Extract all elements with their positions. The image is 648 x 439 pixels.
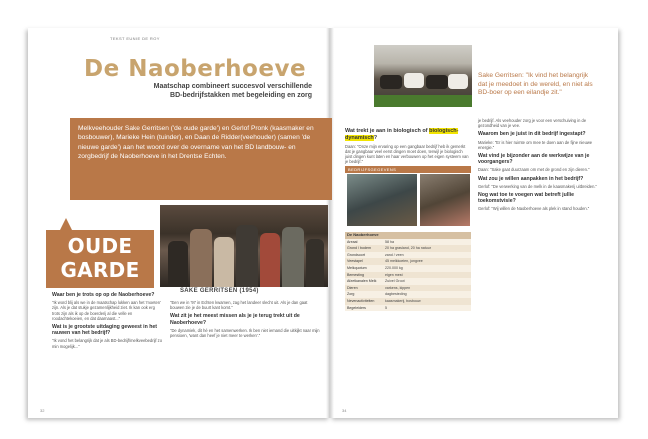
facts-value: kaasmakerij, bosbouw [383,298,471,305]
page-number: 34 [342,408,347,413]
facts-value: dagbesteding [383,291,471,298]
photo-cow [380,75,402,89]
answer-text: Marieke: "Er is hier ruimte om mee te doen aan de fijne nieuwe energie." [478,139,593,150]
facts-row [345,272,471,279]
facts-value: eigen mest [383,272,471,279]
mid-question-highlight: biologisch-dynamisch [345,128,459,141]
question-heading: Wat zit je het meest missen als je je terug trekt uit de Naoberhoeve? [170,313,300,326]
left-column-2 [170,300,320,341]
facts-key: Afzetkanalen Melk [345,278,383,285]
article-subtitle [122,82,312,100]
callout-text [50,234,150,282]
right-column [478,118,606,215]
mid-question [345,128,469,164]
photo-caption: SAKE GERRITSEN (1954) [180,288,259,294]
photo-figure [260,233,280,287]
question-heading: Wat is je grootste uitdaging geweest in het rauwen van het bedrijf? [52,324,158,337]
facts-value: 220.000 kg [383,265,471,272]
answer-text: je bedrijf. Als veehouder zorg je voor een verschuiving in de gezondheid van je vee. [478,118,587,129]
question-heading: Nog wat toe te voegen wat betreft jullie toekomstvisie? [478,192,574,205]
photo-grass [374,95,472,107]
mid-question-b: ? [373,134,378,141]
group-photo [160,205,328,287]
facts-key: Zorg [345,291,383,298]
facts-value: 45 melkkoeien, jongvee [383,258,471,265]
photo-figure [306,239,324,287]
facts-table-header: De Naoberhoeve [345,232,471,239]
facts-key: Nevenactiviteiten [345,298,383,305]
facts-row [345,278,471,285]
cows-photo [374,45,472,107]
article-title: De Naoberhoeve [84,56,307,82]
facts-key: Grond / bodem [345,245,383,252]
callout-line-1: OUDE [67,234,133,258]
facts-row [345,291,471,298]
photo-figure [168,241,188,287]
answer-text: Gerlof: "De verwerking van de melk in de kaasmakerij uitbreiden." [478,183,597,189]
photo-figure [236,225,258,287]
photo-figure [282,227,304,287]
facts-value: 58 ha [383,239,471,246]
facts-row [345,258,471,265]
farmer-photo [420,174,470,226]
pull-quote: Sake Gerritsen: "Ik vind het belangrijk dat je meedoet in de wereld, en niet als BD-boer op een eilandje zit." [478,72,593,96]
facts-row [345,252,471,259]
photo-figure [214,237,234,287]
facts-row [345,305,471,312]
facts-key: Begeleiders [345,305,383,312]
subtitle-line-1: Maatschap combineert succesvol verschillende [153,83,312,90]
facts-key: Areaal [345,239,383,246]
barn-photo [347,174,417,226]
question-heading: Wat vind je bijzonder aan de werkwijze van je voorgangers? [478,153,590,166]
facts-key: Dieren [345,285,383,292]
page-number: 32 [40,408,45,413]
left-column-1 [52,292,162,352]
answer-text: "Een we in '97 in Echten kwamen, zag het landeer slecht uit. Als je dan gaat bouwen zie je de buurt kant komt." [170,300,308,311]
facts-key: Melkquotum [345,265,383,272]
photo-cow [404,73,424,88]
answer-text: "De dynamiek, dit hé en het samenwerken. Ik ben niet iemand die uitkijkt naar mijn pensioen, 'want dan heef je niet meer te werken'." [170,327,320,339]
facts-key: Grondsoort [345,252,383,259]
answer-text: Daan: "Sake gaat duurzaam om met de grond en zijn dieren." [478,167,590,173]
photo-cow [426,75,448,89]
byline: TEKST EUNIE DE ROY [110,36,160,41]
facts-row [345,265,471,272]
question-heading: Waar ben je trots op op de Naoberhoeve? [52,292,155,298]
sidebar-label: BEDRIJFSGEGEVENS [348,167,397,172]
question-heading: Wat zou je willen aanpakken in het bedrijf? [478,175,584,182]
answer-text: Gerlof: "Wij willen de Naoberhoeve als plek in stand houden." [478,206,590,212]
answer-text: "Ik word blij als we in de maatschap lukken aan het 'moeten' zijn. Als je dat stukje gezamenlijkheid ziet. Ik kan ook erg trots zijn als ik op de boerderij al die velle en roodachtekoeien, en dat daarnaast..." [52,300,161,321]
photo-figure [190,229,212,287]
mid-question-a: Wat trekt je aan in biologisch of [345,128,430,134]
facts-value: Zuivel Groot [383,278,471,285]
facts-key: Bemesting [345,272,383,279]
facts-row [345,285,471,292]
callout-arrow [60,218,72,230]
facts-row [345,298,471,305]
intro-text: Melkveehouder Sake Gerritsen ('de oude garde') en Gerlof Pronk (kaasmaker en bosbouwer), Marieke Hein (tuinder), en Daan de Ridder(veehouder) (samen 'de nieuwe garde') aan het woord over de overname van het BD landbouw- en zorgbedrijf de Naoberhoeve in het Drentse Echten. [78,125,314,160]
answer-text: "Ik vond het belangrijk dat je als BD-bedrijf/melkveebedrijf zo min mogelijk..." [52,338,162,349]
facts-value: varkens, kippen [383,285,471,292]
facts-table [345,232,471,311]
facts-row [345,245,471,252]
question-heading: Waarom ben je juist in dit bedrijf ingestapt? [478,131,586,138]
mid-answer: Daan: "Onze mijn ervaring op een gangbaar bedrijf heb ik gemerkt dat je gangbaar veel eerst dingen moet doen, terwijl je biologisch juist dingen kunt laten en haar verbouwen op het eigen systeem van je bedrijf." [345,143,469,165]
subtitle-line-2: BD-bedrijfstakken met begeleiding en zorg [170,92,312,99]
facts-value: 5 [383,305,471,312]
facts-value: zand / veen [383,252,471,259]
facts-key: Veestapel [345,258,383,265]
facts-value: 20 ha grasland, 20 ha natuur [383,245,471,252]
facts-row [345,239,471,246]
callout-line-2: GARDE [60,258,140,282]
photo-cow [448,74,468,89]
